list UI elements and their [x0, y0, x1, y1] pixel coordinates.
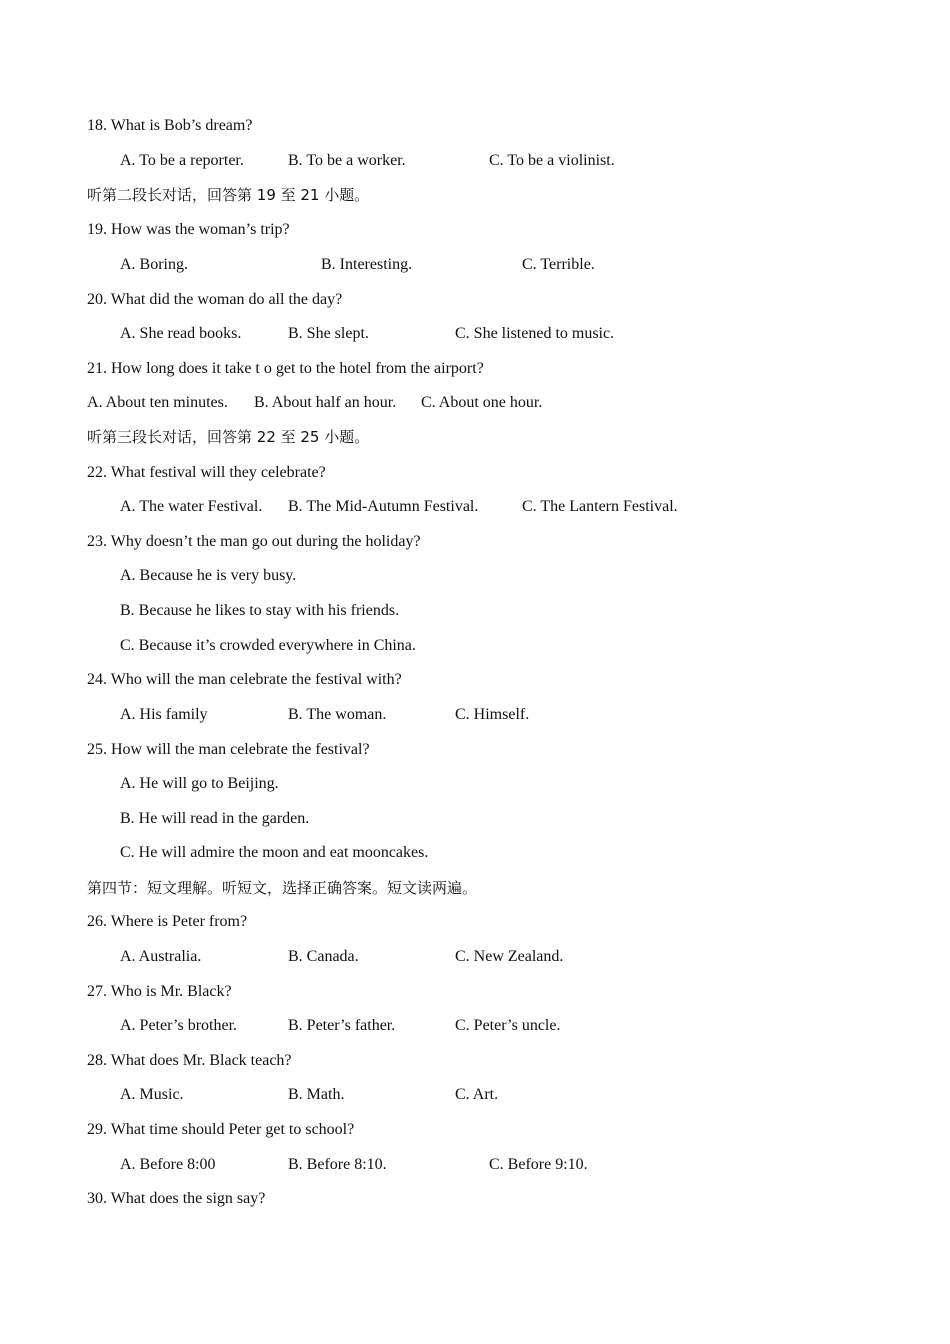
option-22-a: A. The water Festival.: [120, 498, 263, 515]
option-18-c: C. To be a violinist.: [489, 152, 615, 169]
option-21-c: C. About one hour.: [421, 394, 543, 411]
option-21-b: B. About half an hour.: [254, 394, 397, 411]
option-26-a: A. Australia.: [120, 948, 202, 965]
option-24-c: C. Himself.: [455, 706, 530, 723]
question-23: 23. Why doesn’t the man go out during the holiday?: [87, 533, 421, 550]
question-21: 21. How long does it take t o get to the hotel from the airport?: [87, 360, 484, 377]
option-25-b: B. He will read in the garden.: [120, 810, 310, 827]
option-27-a: A. Peter’s brother.: [120, 1017, 238, 1034]
option-19-a: A. Boring.: [120, 256, 188, 273]
option-28-b: B. Math.: [288, 1086, 345, 1103]
option-22-c: C. The Lantern Festival.: [522, 498, 678, 515]
option-25-a: A. He will go to Beijing.: [120, 775, 279, 792]
option-18-b: B. To be a worker.: [288, 152, 406, 169]
option-21-a: A. About ten minutes.: [87, 394, 228, 411]
question-22: 22. What festival will they celebrate?: [87, 464, 326, 481]
option-29-a: A. Before 8:00: [120, 1156, 216, 1173]
question-27: 27. Who is Mr. Black?: [87, 983, 232, 1000]
option-19-b: B. Interesting.: [321, 256, 413, 273]
question-24: 24. Who will the man celebrate the festival with?: [87, 671, 402, 688]
option-18-a: A. To be a reporter.: [120, 152, 244, 169]
question-29: 29. What time should Peter get to school?: [87, 1121, 355, 1138]
option-28-c: C. Art.: [455, 1086, 499, 1103]
option-25-c: C. He will admire the moon and eat mooncakes.: [120, 844, 429, 861]
question-25: 25. How will the man celebrate the festival?: [87, 741, 370, 758]
section-heading-part3: 听第三段长对话，回答第 22 至 25 小题。: [87, 428, 370, 446]
option-23-c: C. Because it’s crowded everywhere in China.: [120, 637, 416, 654]
section-heading-part2: 听第二段长对话，回答第 19 至 21 小题。: [87, 186, 370, 204]
question-26: 26. Where is Peter from?: [87, 913, 248, 930]
option-27-c: C. Peter’s uncle.: [455, 1017, 561, 1034]
option-23-b: B. Because he likes to stay with his friends.: [120, 602, 400, 619]
option-28-a: A. Music.: [120, 1086, 184, 1103]
section-heading-part4: 第四节：短文理解。听短文，选择正确答案。短文读两遍。: [87, 879, 478, 897]
question-19: 19. How was the woman’s trip?: [87, 221, 290, 238]
option-26-b: B. Canada.: [288, 948, 359, 965]
question-30: 30. What does the sign say?: [87, 1190, 266, 1207]
question-18: 18. What is Bob’s dream?: [87, 117, 253, 134]
option-24-a: A. His family: [120, 706, 208, 723]
option-29-b: B. Before 8:10.: [288, 1156, 387, 1173]
option-20-a: A. She read books.: [120, 325, 242, 342]
question-28: 28. What does Mr. Black teach?: [87, 1052, 292, 1069]
option-22-b: B. The Mid-Autumn Festival.: [288, 498, 479, 515]
option-29-c: C. Before 9:10.: [489, 1156, 588, 1173]
option-27-b: B. Peter’s father.: [288, 1017, 396, 1034]
option-26-c: C. New Zealand.: [455, 948, 564, 965]
option-23-a: A. Because he is very busy.: [120, 567, 297, 584]
option-24-b: B. The woman.: [288, 706, 387, 723]
option-20-b: B. She slept.: [288, 325, 369, 342]
question-20: 20. What did the woman do all the day?: [87, 291, 343, 308]
option-20-c: C. She listened to music.: [455, 325, 615, 342]
option-19-c: C. Terrible.: [522, 256, 595, 273]
